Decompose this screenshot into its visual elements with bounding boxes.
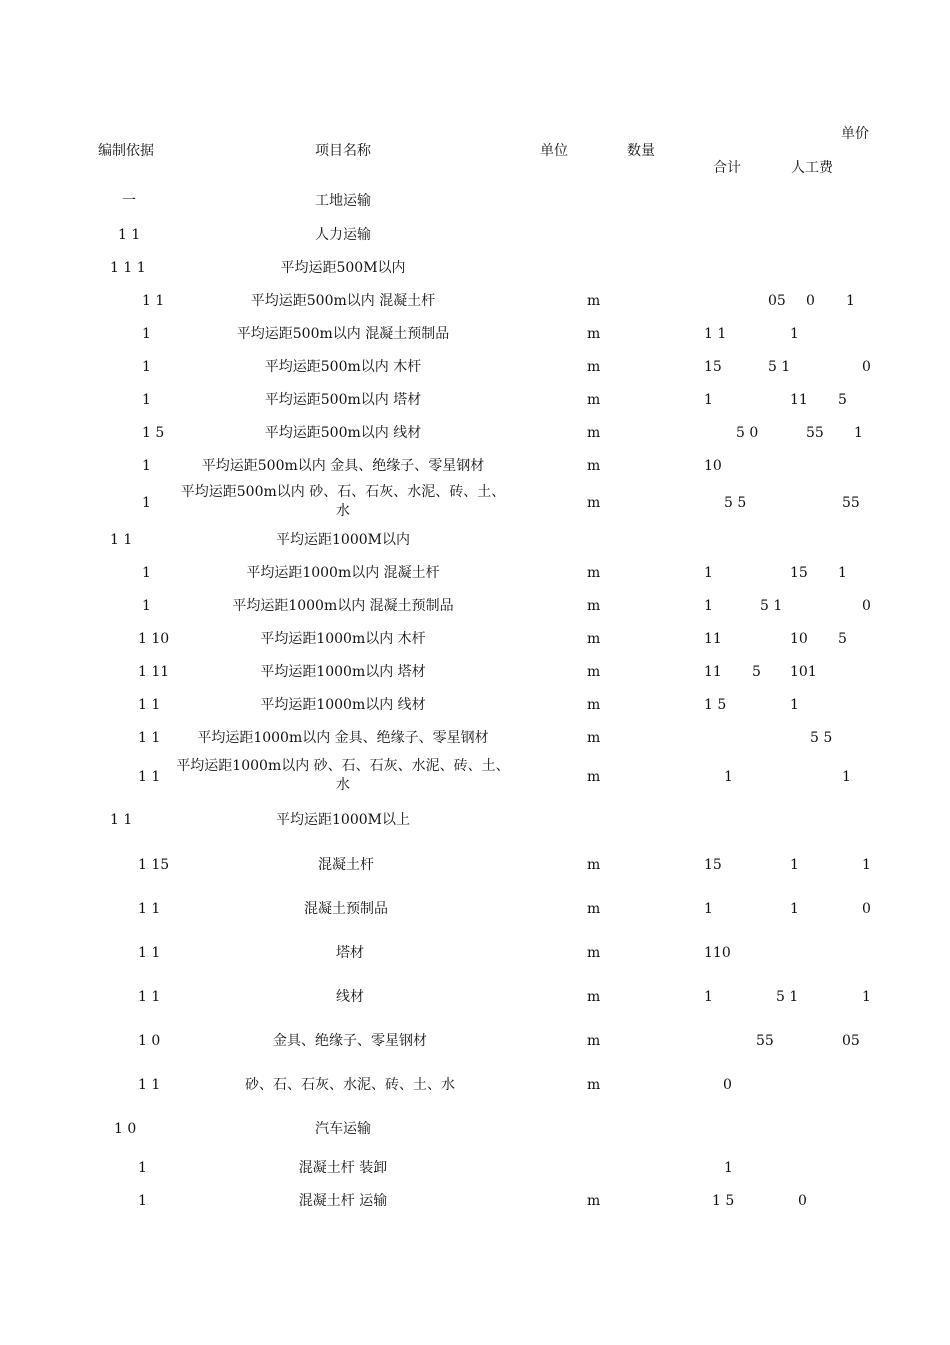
row-value-1: 5 0 — [736, 425, 759, 441]
row-name: 平均运距1000M以上 — [276, 812, 410, 828]
row-value-1: 1 5 — [704, 697, 727, 713]
row-value-3: 0 — [862, 359, 871, 375]
row-value-1: 110 — [704, 945, 731, 961]
row-unit: m — [587, 697, 601, 713]
row-value-1: 1 — [724, 1160, 733, 1176]
row-name: 混凝土杆 — [318, 857, 374, 873]
header-total: 合计 — [713, 160, 741, 176]
row-code: 1 0 — [138, 1033, 161, 1049]
row-value-3: 1 — [862, 989, 871, 1005]
row-value-1: 1 — [724, 769, 733, 785]
row-value-1: 05 — [768, 293, 786, 309]
header-quantity: 数量 — [627, 143, 655, 159]
row-name: 平均运距1000M以内 — [276, 532, 410, 548]
row-name: 平均运距1000m以内 金具、绝缘子、零星钢材 — [197, 730, 489, 746]
row-value-1: 1 — [704, 565, 713, 581]
row-value-3: 0 — [862, 901, 871, 917]
row-value-3: 1 — [854, 425, 863, 441]
row-value-1: 11 — [704, 631, 722, 647]
row-name: 混凝土杆 装卸 — [298, 1160, 388, 1176]
row-code: 1 1 — [142, 293, 165, 309]
row-value-1: 5 5 — [724, 495, 747, 511]
row-value-1: 15 — [704, 857, 722, 873]
row-value-2: 5 1 — [760, 598, 783, 614]
row-name: 平均运距1000m以内 混凝土预制品 — [232, 598, 454, 614]
row-value-3: 1 — [862, 857, 871, 873]
row-name: 砂、石、石灰、水泥、砖、土、水 — [245, 1077, 455, 1093]
row-name: 平均运距500M以内 — [280, 260, 406, 276]
row-value-2: 0 — [806, 293, 815, 309]
row-value-1: 1 5 — [712, 1193, 735, 1209]
row-value-1: 10 — [704, 458, 722, 474]
row-unit: m — [587, 565, 601, 581]
row-unit: m — [587, 293, 601, 309]
row-name: 平均运距500m以内 砂、石、石灰、水泥、砖、土、水 — [180, 484, 506, 519]
row-value-2: 1 — [842, 769, 851, 785]
row-code: 1 — [142, 495, 151, 511]
row-code: 1 1 1 — [110, 260, 146, 276]
row-value-2: 15 — [790, 565, 808, 581]
row-code: 1 5 — [142, 425, 165, 441]
row-code: 1 — [142, 326, 151, 342]
row-name: 平均运距500m以内 塔材 — [264, 392, 422, 408]
row-code: 1 1 — [110, 532, 133, 548]
row-code: 1 — [138, 1193, 147, 1209]
row-name: 人力运输 — [315, 227, 371, 243]
row-value-2: 1 — [790, 857, 799, 873]
row-unit: m — [587, 769, 601, 785]
row-code: 1 — [142, 359, 151, 375]
row-value-2: 11 — [790, 392, 808, 408]
row-name: 平均运距1000m以内 砂、石、石灰、水泥、砖、土、水 — [176, 758, 510, 793]
row-value-2: 10 — [790, 631, 808, 647]
row-value-1: 0 — [723, 1077, 732, 1093]
row-value-1: 1 — [704, 989, 713, 1005]
row-name: 平均运距500m以内 金具、绝缘子、零星钢材 — [201, 458, 485, 474]
row-code: 1 — [142, 392, 151, 408]
row-value-1: 15 — [704, 359, 722, 375]
header-unit-price: 单价 — [841, 126, 869, 142]
row-name: 工地运输 — [315, 193, 371, 209]
row-value-2: 5 — [752, 664, 761, 680]
row-value-3: 0 — [862, 598, 871, 614]
row-name: 混凝土预制品 — [304, 901, 388, 917]
row-code: 1 11 — [138, 664, 170, 680]
row-unit: m — [587, 1077, 601, 1093]
row-unit: m — [587, 857, 601, 873]
row-value-2: 0 — [798, 1193, 807, 1209]
row-code: 1 1 — [138, 769, 161, 785]
row-value-3: 5 — [838, 392, 847, 408]
row-value-1: 11 — [704, 664, 722, 680]
row-value-3: 1 — [846, 293, 855, 309]
row-unit: m — [587, 359, 601, 375]
row-code: 1 1 — [138, 989, 161, 1005]
row-unit: m — [587, 1033, 601, 1049]
row-unit: m — [587, 945, 601, 961]
row-unit: m — [587, 458, 601, 474]
row-name: 线材 — [336, 989, 364, 1005]
row-name: 平均运距1000m以内 塔材 — [260, 664, 426, 680]
row-unit: m — [587, 989, 601, 1005]
row-value-1: 1 1 — [704, 326, 727, 342]
row-code: 1 1 — [138, 945, 161, 961]
row-code: 1 1 — [138, 1077, 161, 1093]
row-name: 塔材 — [336, 945, 364, 961]
row-value-1: 5 5 — [810, 730, 833, 746]
row-name: 平均运距500m以内 混凝土杆 — [250, 293, 436, 309]
row-value-1: 1 — [704, 392, 713, 408]
row-unit: m — [587, 425, 601, 441]
row-value-2: 5 1 — [768, 359, 791, 375]
row-code: 1 1 — [138, 901, 161, 917]
row-unit: m — [587, 730, 601, 746]
row-value-3: 5 — [838, 631, 847, 647]
row-value-2: 1 — [790, 901, 799, 917]
row-code: 1 — [142, 565, 151, 581]
row-code: 1 1 — [138, 730, 161, 746]
row-name: 平均运距1000m以内 木杆 — [260, 631, 426, 647]
row-unit: m — [587, 326, 601, 342]
row-code: 1 15 — [138, 857, 170, 873]
row-value-1: 55 — [756, 1033, 774, 1049]
row-value-3: 1 — [838, 565, 847, 581]
row-name: 汽车运输 — [315, 1121, 371, 1137]
row-value-2: 55 — [842, 495, 860, 511]
row-code: 1 1 — [138, 697, 161, 713]
row-unit: m — [587, 631, 601, 647]
row-name: 平均运距500m以内 木杆 — [264, 359, 422, 375]
row-value-2: 5 1 — [776, 989, 799, 1005]
row-unit: m — [587, 901, 601, 917]
row-code: 1 10 — [138, 631, 170, 647]
row-code: 一 — [122, 193, 136, 209]
row-unit: m — [587, 664, 601, 680]
row-value-2: 55 — [806, 425, 824, 441]
row-unit: m — [587, 495, 601, 511]
header-labor-cost: 人工费 — [791, 160, 833, 176]
row-value-2: 1 — [790, 697, 799, 713]
row-value-1: 1 — [704, 598, 713, 614]
row-unit: m — [587, 392, 601, 408]
row-code: 1 1 — [110, 812, 133, 828]
header-basis: 编制依据 — [98, 143, 154, 159]
row-value-2: 05 — [842, 1033, 860, 1049]
row-name: 平均运距1000m以内 混凝土杆 — [246, 565, 440, 581]
row-value-3: 101 — [790, 664, 817, 680]
row-name: 平均运距1000m以内 线材 — [260, 697, 426, 713]
header-item-name: 项目名称 — [315, 143, 371, 159]
header-unit: 单位 — [540, 143, 568, 159]
row-name: 平均运距500m以内 混凝土预制品 — [236, 326, 450, 342]
row-code: 1 — [142, 598, 151, 614]
row-name: 平均运距500m以内 线材 — [264, 425, 422, 441]
row-value-1: 1 — [704, 901, 713, 917]
row-name: 金具、绝缘子、零星钢材 — [273, 1033, 427, 1049]
row-unit: m — [587, 1193, 601, 1209]
row-name: 混凝土杆 运输 — [298, 1193, 388, 1209]
row-code: 1 0 — [114, 1121, 137, 1137]
row-code: 1 1 — [118, 227, 141, 243]
row-code: 1 — [142, 458, 151, 474]
row-code: 1 — [138, 1160, 147, 1176]
row-value-2: 1 — [790, 326, 799, 342]
row-unit: m — [587, 598, 601, 614]
